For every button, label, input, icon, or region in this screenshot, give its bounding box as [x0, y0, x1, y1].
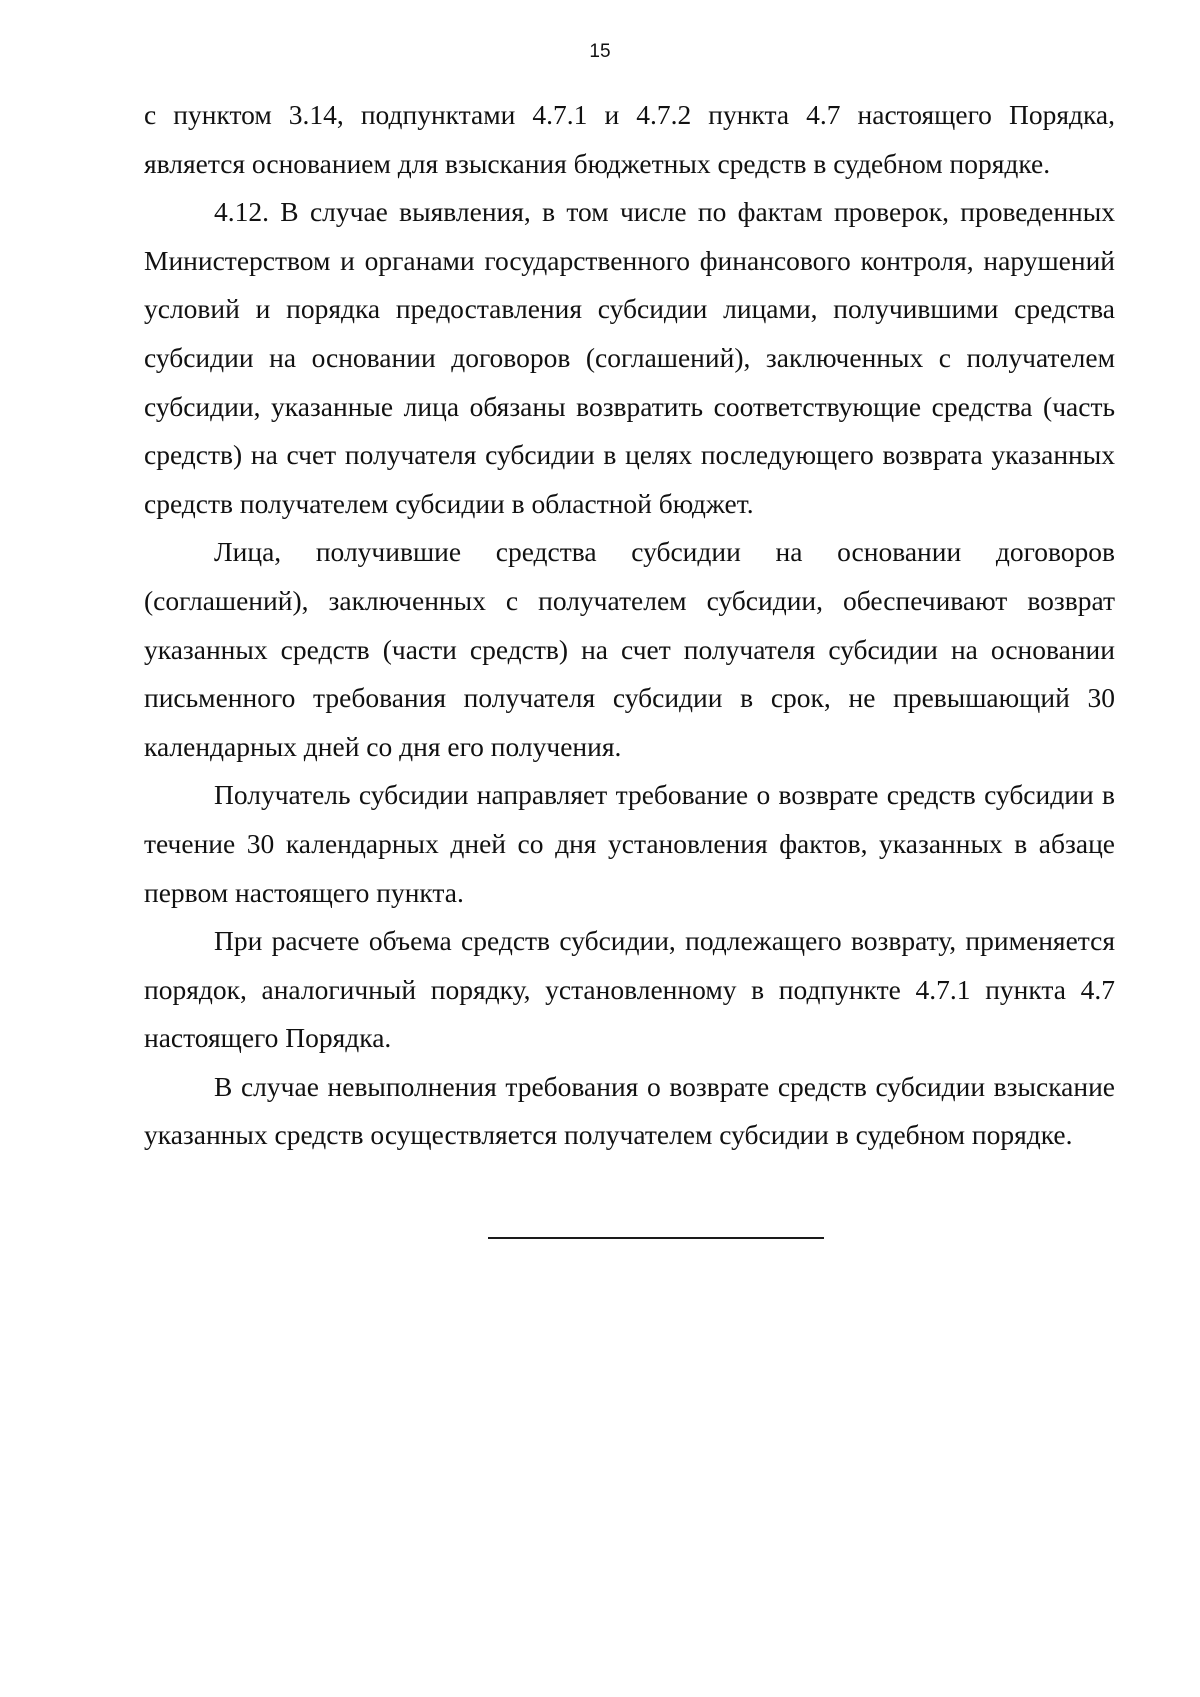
- paragraph-recipients-return: Лица, получившие средства субсидии на основании договоров (соглашений), заключенных с получателем субсидии, обеспечивают возврат указанных средств (части средств) на счет получателя субсидии на основании письменного требования получателя субсидии в срок, не превышающий 30 календарных дней со дня его получения.: [144, 536, 1115, 762]
- document-body: [144, 91, 1115, 1160]
- paragraph-continuation: с пунктом 3.14, подпунктами 4.7.1 и 4.7.2 пункта 4.7 настоящего Порядка, является основанием для взыскания бюджетных средств в судебном порядке.: [144, 99, 1115, 179]
- paragraph-court-recovery: В случае невыполнения требования о возврате средств субсидии взыскание указанных средств осуществляется получателем субсидии в судебном порядке.: [144, 1070, 1115, 1151]
- paragraph-calculation: При расчете объема средств субсидии, подлежащего возврату, применяется порядок, аналогичный порядку, установленному в подпункте 4.7.1 пункта 4.7 настоящего Порядка.: [144, 925, 1115, 1054]
- page-number: 15: [589, 41, 611, 62]
- paragraph-clause-4-12: 4.12. В случае выявления, в том числе по фактам проверок, проведенных Министерством и органами государственного финансового контроля, нарушений условий и порядка предоставления субсидии лицами, получившими средства субсидии на основании договоров (соглашений), заключенных с получателем субсидии, указанные лица обязаны возвратить соответствующие средства (часть средств) на счет получателя субсидии в целях последующего возврата указанных средств получателем субсидии в областной бюджет.: [144, 196, 1115, 519]
- paragraph-return-request: Получатель субсидии направляет требование о возврате средств субсидии в течение 30 календарных дней со дня установления фактов, указанных в абзаце первом настоящего пункта.: [144, 779, 1115, 908]
- end-of-document-line: [488, 1237, 824, 1239]
